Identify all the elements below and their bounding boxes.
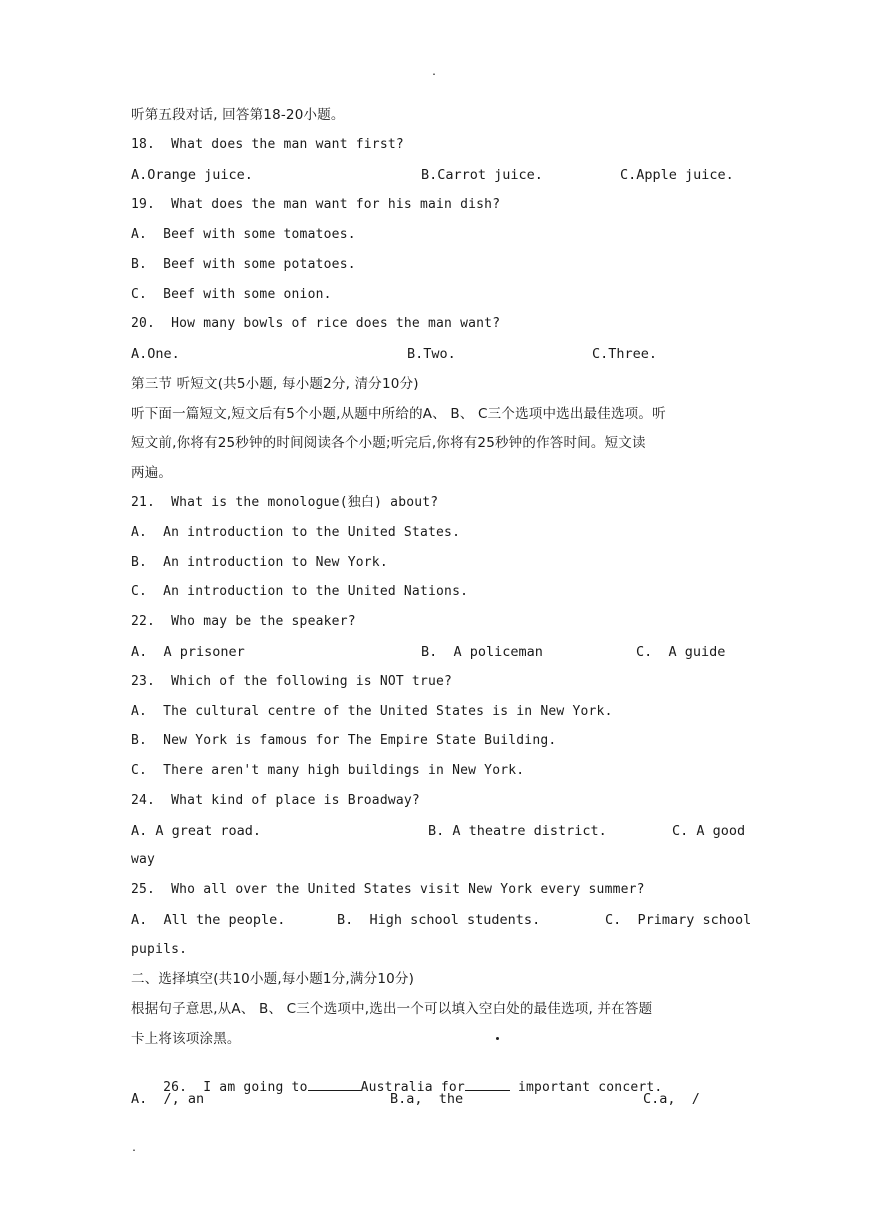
question-25: 25. Who all over the United States visit New York every summer? xyxy=(131,882,645,897)
q19-option-c: C. Beef with some onion. xyxy=(131,287,332,302)
q24-option-b: B. A theatre district. xyxy=(428,823,607,839)
q23-option-c: C. There aren't many high buildings in New York. xyxy=(131,763,525,778)
q24-option-c-continued: way xyxy=(131,852,156,867)
q26-text-end: important concert. xyxy=(509,1080,663,1095)
q26-option-a: A. /, an xyxy=(131,1091,205,1107)
q20-option-b: B.Two. xyxy=(407,346,456,362)
part2-heading: 二、选择填空(共10小题,每小题1分,满分10分) xyxy=(131,971,415,987)
q25-option-c: C. Primary school xyxy=(605,912,752,928)
q20-option-a: A.One. xyxy=(131,346,180,362)
q18-option-c: C.Apple juice. xyxy=(620,167,734,183)
stray-dot-mark xyxy=(496,1037,499,1040)
part3-instruction-line1: 听下面一篇短文,短文后有5个小题,从题中所给的A、 B、 C三个选项中选出最佳选项。听 xyxy=(131,406,666,422)
section5-intro: 听第五段对话, 回答第18-20小题。 xyxy=(131,107,345,123)
q26-blank-2 xyxy=(465,1078,510,1091)
question-22: 22. Who may be the speaker? xyxy=(131,614,356,629)
q24-option-c: C. A good xyxy=(672,823,746,839)
q18-option-b: B.Carrot juice. xyxy=(421,167,543,183)
q21-option-b: B. An introduction to New York. xyxy=(131,555,388,570)
part2-instruction-line1: 根据句子意思,从A、 B、 C三个选项中,选出一个可以填入空白处的最佳选项, 并在答题 xyxy=(131,1001,653,1017)
question-20: 20. How many bowls of rice does the man want? xyxy=(131,316,501,331)
footer-mark: . xyxy=(131,1143,138,1154)
q26-text-start: 26. I am going to xyxy=(163,1080,308,1095)
q26-option-c: C.a, / xyxy=(643,1091,700,1107)
q22-option-b: B. A policeman xyxy=(421,644,543,660)
q25-option-a: A. All the people. xyxy=(131,912,286,928)
question-19: 19. What does the man want for his main dish? xyxy=(131,197,501,212)
q26-text-middle: Australia for xyxy=(360,1080,465,1095)
q23-option-a: A. The cultural centre of the United States is in New York. xyxy=(131,704,613,719)
q19-option-b: B. Beef with some potatoes. xyxy=(131,257,356,272)
q24-option-a: A. A great road. xyxy=(131,823,262,839)
q19-option-a: A. Beef with some tomatoes. xyxy=(131,227,356,242)
question-24: 24. What kind of place is Broadway? xyxy=(131,793,420,808)
question-21: 21. What is the monologue(独白) about? xyxy=(131,495,439,510)
q18-option-a: A.Orange juice. xyxy=(131,167,253,183)
q25-option-b: B. High school students. xyxy=(337,912,541,928)
q21-option-c: C. An introduction to the United Nations. xyxy=(131,584,469,599)
part3-instruction-line2: 短文前,你将有25秒钟的时间阅读各个小题;听完后,你将有25秒钟的作答时间。短文读 xyxy=(131,435,646,451)
question-23: 23. Which of the following is NOT true? xyxy=(131,674,453,689)
header-mark: . xyxy=(431,67,438,78)
part3-instruction-line3: 两遍。 xyxy=(131,465,173,481)
q21-option-a: A. An introduction to the United States. xyxy=(131,525,461,540)
question-18: 18. What does the man want first? xyxy=(131,137,404,152)
q26-option-b: B.a, the xyxy=(390,1091,464,1107)
q26-blank-1 xyxy=(308,1078,361,1091)
q22-option-a: A. A prisoner xyxy=(131,644,245,660)
q20-option-c: C.Three. xyxy=(592,346,658,362)
q23-option-b: B. New York is famous for The Empire State Building. xyxy=(131,733,557,748)
part3-heading: 第三节 听短文(共5小题, 每小题2分, 清分10分) xyxy=(131,376,419,392)
part2-instruction-line2: 卡上将该项涂黑。 xyxy=(131,1031,241,1047)
q25-option-c-continued: pupils. xyxy=(131,942,188,957)
q22-option-c: C. A guide xyxy=(636,644,726,660)
